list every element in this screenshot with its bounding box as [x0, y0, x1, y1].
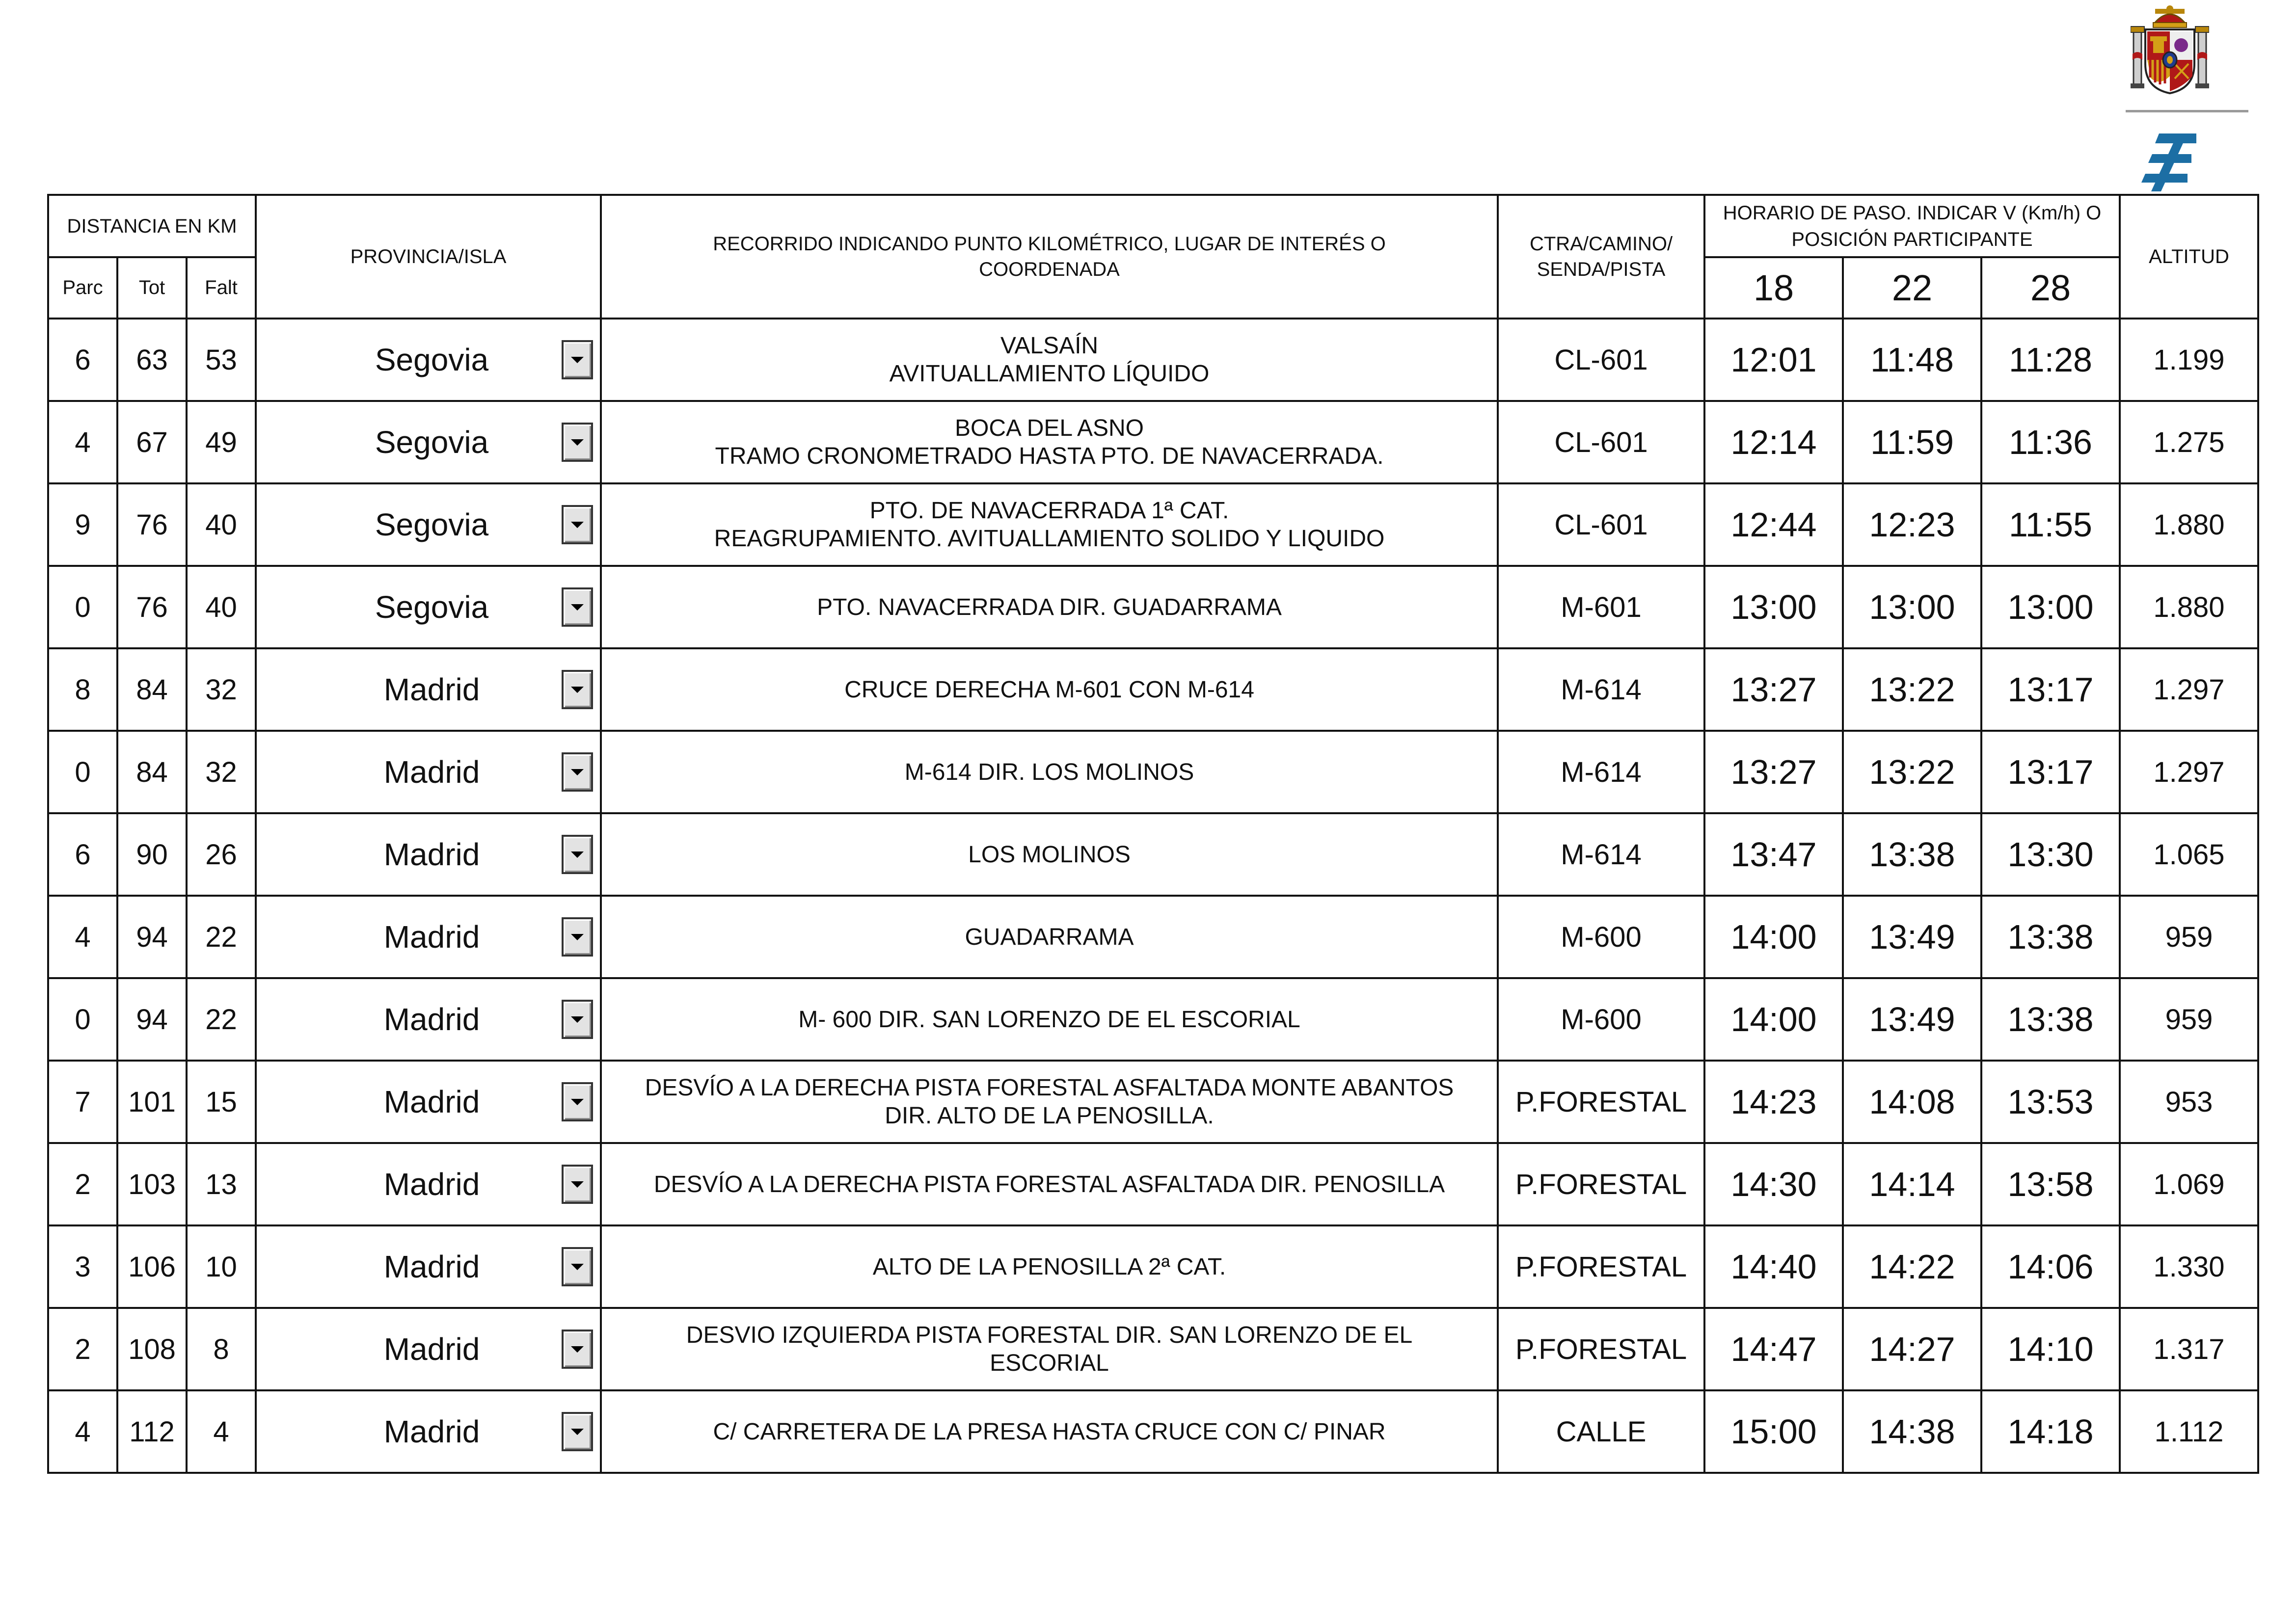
- dropdown-arrow-icon[interactable]: [562, 1330, 593, 1369]
- time-22-cell: 11:59: [1843, 401, 1981, 483]
- falt-cell: 40: [187, 483, 256, 566]
- time-28-cell: 14:10: [1981, 1308, 2120, 1390]
- recorrido-cell: [601, 401, 1498, 483]
- recorrido-line: ESCORIAL: [990, 1350, 1109, 1376]
- recorrido-cell: [601, 813, 1498, 896]
- altitud-cell: 1.297: [2120, 731, 2258, 813]
- time-28-cell: 14:06: [1981, 1225, 2120, 1308]
- parc-cell: 0: [48, 731, 117, 813]
- recorrido-line: LOS MOLINOS: [968, 841, 1131, 868]
- ctra-cell: M-614: [1498, 648, 1704, 731]
- header-speed-22: 22: [1843, 257, 1981, 319]
- recorrido-line: M-614 DIR. LOS MOLINOS: [904, 759, 1194, 785]
- header-tot: Tot: [117, 257, 187, 319]
- time-18-cell: 14:00: [1704, 978, 1843, 1061]
- recorrido-cell: [601, 1225, 1498, 1308]
- recorrido-line: GUADARRAMA: [965, 924, 1134, 950]
- recorrido-cell: [601, 483, 1498, 566]
- falt-cell: 10: [187, 1225, 256, 1308]
- header-falt: Falt: [187, 257, 256, 319]
- table-row: [48, 1308, 2258, 1390]
- recorrido-line: AVITUALLAMIENTO LÍQUIDO: [889, 361, 1210, 387]
- time-18-cell: 15:00: [1704, 1390, 1843, 1473]
- altitud-cell: 1.199: [2120, 319, 2258, 401]
- tot-cell: 106: [117, 1225, 187, 1308]
- recorrido-cell: [601, 648, 1498, 731]
- altitud-cell: 1.317: [2120, 1308, 2258, 1390]
- recorrido-line: VALSAÍN: [1000, 333, 1099, 359]
- time-18-cell: 12:01: [1704, 319, 1843, 401]
- falt-cell: 53: [187, 319, 256, 401]
- header-altitud: ALTITUD: [2120, 195, 2258, 319]
- recorrido-cell: [601, 566, 1498, 648]
- parc-cell: 6: [48, 813, 117, 896]
- header-parc: Parc: [48, 257, 117, 319]
- recorrido-line: ALTO DE LA PENOSILLA 2ª CAT.: [872, 1253, 1226, 1280]
- altitud-cell: 1.880: [2120, 483, 2258, 566]
- time-22-cell: 14:08: [1843, 1061, 1981, 1143]
- tot-cell: 112: [117, 1390, 187, 1473]
- provincia-value: Madrid: [383, 754, 480, 790]
- provincia-select[interactable]: [256, 813, 601, 896]
- altitud-cell: 1.065: [2120, 813, 2258, 896]
- tot-cell: 101: [117, 1061, 187, 1143]
- altitud-cell: 1.297: [2120, 648, 2258, 731]
- table-row: [48, 648, 2258, 731]
- table-row: [48, 1143, 2258, 1225]
- time-28-cell: 11:28: [1981, 319, 2120, 401]
- falt-cell: 4: [187, 1390, 256, 1473]
- recorrido-cell: [601, 731, 1498, 813]
- dropdown-arrow-icon[interactable]: [562, 423, 593, 462]
- ctra-cell: M-614: [1498, 813, 1704, 896]
- time-18-cell: 13:27: [1704, 648, 1843, 731]
- time-18-cell: 14:30: [1704, 1143, 1843, 1225]
- time-28-cell: 13:30: [1981, 813, 2120, 896]
- tot-cell: 103: [117, 1143, 187, 1225]
- ctra-cell: M-614: [1498, 731, 1704, 813]
- falt-cell: 26: [187, 813, 256, 896]
- time-22-cell: 14:38: [1843, 1390, 1981, 1473]
- provincia-value: Madrid: [383, 1414, 480, 1449]
- table-row: [48, 1225, 2258, 1308]
- tot-cell: 108: [117, 1308, 187, 1390]
- time-18-cell: 14:23: [1704, 1061, 1843, 1143]
- recorrido-line: REAGRUPAMIENTO. AVITUALLAMIENTO SOLIDO Y LIQUIDO: [714, 526, 1385, 552]
- table-row: [48, 978, 2258, 1061]
- dropdown-arrow-icon[interactable]: [562, 1165, 593, 1204]
- provincia-select[interactable]: [256, 483, 601, 566]
- provincia-select[interactable]: [256, 1061, 601, 1143]
- time-22-cell: 13:00: [1843, 566, 1981, 648]
- provincia-select[interactable]: [256, 1143, 601, 1225]
- provincia-value: Segovia: [375, 589, 489, 625]
- tot-cell: 84: [117, 731, 187, 813]
- ctra-cell: M-600: [1498, 896, 1704, 978]
- recorrido-line: TRAMO CRONOMETRADO HASTA PTO. DE NAVACERRADA.: [715, 443, 1384, 469]
- header-distancia: DISTANCIA EN KM: [48, 195, 256, 257]
- table-row: [48, 319, 2258, 401]
- time-22-cell: 13:22: [1843, 731, 1981, 813]
- table-row: [48, 566, 2258, 648]
- time-28-cell: 13:17: [1981, 648, 2120, 731]
- time-18-cell: 13:47: [1704, 813, 1843, 896]
- parc-cell: 0: [48, 566, 117, 648]
- dropdown-arrow-icon[interactable]: [562, 1082, 593, 1121]
- time-28-cell: 11:36: [1981, 401, 2120, 483]
- ctra-cell: M-601: [1498, 566, 1704, 648]
- parc-cell: 7: [48, 1061, 117, 1143]
- dgt-logo-icon: [2140, 129, 2199, 192]
- falt-cell: 15: [187, 1061, 256, 1143]
- provincia-select[interactable]: [256, 1225, 601, 1308]
- tot-cell: 90: [117, 813, 187, 896]
- dropdown-arrow-icon[interactable]: [562, 917, 593, 957]
- parc-cell: 4: [48, 896, 117, 978]
- falt-cell: 22: [187, 978, 256, 1061]
- tot-cell: 76: [117, 483, 187, 566]
- provincia-select[interactable]: [256, 731, 601, 813]
- parc-cell: 4: [48, 1390, 117, 1473]
- altitud-cell: 1.880: [2120, 566, 2258, 648]
- tot-cell: 94: [117, 978, 187, 1061]
- dropdown-arrow-icon[interactable]: [562, 1247, 593, 1286]
- route-table: [47, 194, 2259, 1474]
- ctra-cell: CL-601: [1498, 401, 1704, 483]
- falt-cell: 8: [187, 1308, 256, 1390]
- time-22-cell: 11:48: [1843, 319, 1981, 401]
- tot-cell: 76: [117, 566, 187, 648]
- time-28-cell: 13:17: [1981, 731, 2120, 813]
- provincia-value: Madrid: [383, 837, 480, 872]
- header-horario: HORARIO DE PASO. INDICAR V (Km/h) O POSICIÓN PARTICIPANTE: [1704, 195, 2120, 257]
- spain-coat-of-arms-icon: [2131, 5, 2209, 96]
- provincia-select[interactable]: [256, 319, 601, 401]
- time-28-cell: 13:58: [1981, 1143, 2120, 1225]
- time-22-cell: 13:38: [1843, 813, 1981, 896]
- table-row: [48, 1061, 2258, 1143]
- time-18-cell: 14:47: [1704, 1308, 1843, 1390]
- time-22-cell: 14:22: [1843, 1225, 1981, 1308]
- logo-divider: [2126, 110, 2248, 112]
- dropdown-arrow-icon[interactable]: [562, 1000, 593, 1039]
- provincia-select[interactable]: [256, 648, 601, 731]
- header-speed-28: 28: [1981, 257, 2120, 319]
- provincia-select[interactable]: [256, 401, 601, 483]
- altitud-cell: 1.112: [2120, 1390, 2258, 1473]
- provincia-select[interactable]: [256, 978, 601, 1061]
- time-28-cell: 13:00: [1981, 566, 2120, 648]
- parc-cell: 2: [48, 1143, 117, 1225]
- provincia-value: Segovia: [375, 507, 489, 542]
- altitud-cell: 1.330: [2120, 1225, 2258, 1308]
- ctra-cell: P.FORESTAL: [1498, 1225, 1704, 1308]
- table-row: [48, 813, 2258, 896]
- recorrido-line: DESVÍO A LA DERECHA PISTA FORESTAL ASFALTADA DIR. PENOSILLA: [653, 1171, 1445, 1197]
- header-speed-18: 18: [1704, 257, 1843, 319]
- ctra-cell: M-600: [1498, 978, 1704, 1061]
- recorrido-cell: [601, 1390, 1498, 1473]
- dropdown-arrow-icon[interactable]: [562, 1412, 593, 1451]
- ctra-cell: CL-601: [1498, 483, 1704, 566]
- header-recorrido: RECORRIDO INDICANDO PUNTO KILOMÉTRICO, LUGAR DE INTERÉS O COORDENADA: [601, 195, 1498, 319]
- recorrido-line: CRUCE DERECHA M-601 CON M-614: [844, 676, 1254, 703]
- recorrido-line: BOCA DEL ASNO: [954, 415, 1144, 441]
- recorrido-cell: [601, 896, 1498, 978]
- ctra-cell: CL-601: [1498, 319, 1704, 401]
- recorrido-line: DESVÍO A LA DERECHA PISTA FORESTAL ASFALTADA MONTE ABANTOS: [645, 1075, 1454, 1101]
- dropdown-arrow-icon[interactable]: [562, 752, 593, 792]
- recorrido-line: DESVIO IZQUIERDA PISTA FORESTAL DIR. SAN LORENZO DE EL: [686, 1322, 1413, 1348]
- ctra-cell: P.FORESTAL: [1498, 1061, 1704, 1143]
- tot-cell: 84: [117, 648, 187, 731]
- altitud-cell: 953: [2120, 1061, 2258, 1143]
- time-22-cell: 13:49: [1843, 978, 1981, 1061]
- falt-cell: 32: [187, 648, 256, 731]
- ctra-cell: P.FORESTAL: [1498, 1308, 1704, 1390]
- table-row: [48, 483, 2258, 566]
- parc-cell: 6: [48, 319, 117, 401]
- dropdown-arrow-icon[interactable]: [562, 340, 593, 379]
- recorrido-line: PTO. NAVACERRADA DIR. GUADARRAMA: [817, 594, 1282, 620]
- parc-cell: 0: [48, 978, 117, 1061]
- provincia-value: Madrid: [383, 1249, 480, 1284]
- provincia-select[interactable]: [256, 1390, 601, 1473]
- altitud-cell: 959: [2120, 978, 2258, 1061]
- tot-cell: 63: [117, 319, 187, 401]
- provincia-select[interactable]: [256, 1308, 601, 1390]
- falt-cell: 22: [187, 896, 256, 978]
- time-22-cell: 13:49: [1843, 896, 1981, 978]
- altitud-cell: 959: [2120, 896, 2258, 978]
- parc-cell: 9: [48, 483, 117, 566]
- time-28-cell: 11:55: [1981, 483, 2120, 566]
- falt-cell: 49: [187, 401, 256, 483]
- time-22-cell: 14:14: [1843, 1143, 1981, 1225]
- parc-cell: 4: [48, 401, 117, 483]
- dropdown-arrow-icon[interactable]: [562, 587, 593, 627]
- recorrido-cell: [601, 1143, 1498, 1225]
- time-28-cell: 14:18: [1981, 1390, 2120, 1473]
- ctra-cell: P.FORESTAL: [1498, 1143, 1704, 1225]
- time-18-cell: 12:44: [1704, 483, 1843, 566]
- provincia-select[interactable]: [256, 566, 601, 648]
- falt-cell: 40: [187, 566, 256, 648]
- parc-cell: 3: [48, 1225, 117, 1308]
- ctra-cell: CALLE: [1498, 1390, 1704, 1473]
- header-ctra: CTRA/CAMINO/ SENDA/PISTA: [1498, 195, 1704, 319]
- time-18-cell: 13:27: [1704, 731, 1843, 813]
- dropdown-arrow-icon[interactable]: [562, 670, 593, 709]
- time-18-cell: 14:40: [1704, 1225, 1843, 1308]
- logo-area: [2121, 0, 2258, 196]
- table-row: [48, 731, 2258, 813]
- provincia-value: Madrid: [383, 672, 480, 707]
- provincia-value: Madrid: [383, 1167, 480, 1202]
- recorrido-line: C/ CARRETERA DE LA PRESA HASTA CRUCE CON C/ PINAR: [713, 1418, 1386, 1445]
- time-28-cell: 13:53: [1981, 1061, 2120, 1143]
- provincia-value: Madrid: [383, 1002, 480, 1037]
- provincia-value: Segovia: [375, 342, 489, 377]
- recorrido-line: DIR. ALTO DE LA PENOSILLA.: [885, 1103, 1214, 1129]
- provincia-value: Madrid: [383, 1084, 480, 1119]
- table-row: [48, 401, 2258, 483]
- recorrido-line: M- 600 DIR. SAN LORENZO DE EL ESCORIAL: [798, 1006, 1300, 1033]
- time-18-cell: 13:00: [1704, 566, 1843, 648]
- dropdown-arrow-icon[interactable]: [562, 835, 593, 874]
- time-22-cell: 13:22: [1843, 648, 1981, 731]
- recorrido-cell: [601, 1061, 1498, 1143]
- parc-cell: 8: [48, 648, 117, 731]
- provincia-value: Segovia: [375, 425, 489, 460]
- table-row: [48, 896, 2258, 978]
- time-22-cell: 12:23: [1843, 483, 1981, 566]
- tot-cell: 94: [117, 896, 187, 978]
- route-rows: [48, 319, 2258, 1473]
- time-28-cell: 13:38: [1981, 978, 2120, 1061]
- altitud-cell: 1.275: [2120, 401, 2258, 483]
- recorrido-cell: [601, 978, 1498, 1061]
- parc-cell: 2: [48, 1308, 117, 1390]
- recorrido-cell: [601, 1308, 1498, 1390]
- recorrido-line: PTO. DE NAVACERRADA 1ª CAT.: [869, 498, 1229, 524]
- time-22-cell: 14:27: [1843, 1308, 1981, 1390]
- table-row: [48, 1390, 2258, 1473]
- altitud-cell: 1.069: [2120, 1143, 2258, 1225]
- time-28-cell: 13:38: [1981, 896, 2120, 978]
- dropdown-arrow-icon[interactable]: [562, 505, 593, 544]
- provincia-value: Madrid: [383, 1331, 480, 1367]
- header-provincia: PROVINCIA/ISLA: [256, 195, 601, 319]
- falt-cell: 13: [187, 1143, 256, 1225]
- provincia-select[interactable]: [256, 896, 601, 978]
- time-18-cell: 12:14: [1704, 401, 1843, 483]
- tot-cell: 67: [117, 401, 187, 483]
- falt-cell: 32: [187, 731, 256, 813]
- time-18-cell: 14:00: [1704, 896, 1843, 978]
- provincia-value: Madrid: [383, 919, 480, 955]
- recorrido-cell: [601, 319, 1498, 401]
